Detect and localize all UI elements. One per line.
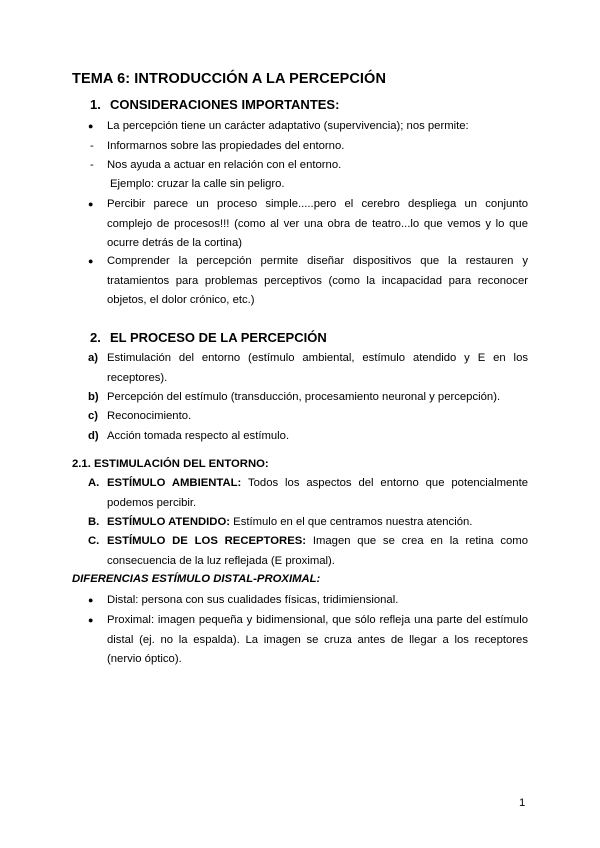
bullet-marker: ●: [88, 121, 94, 131]
item-text: Todos los aspectos del entorno que potencialmente podemos percibir.: [107, 477, 528, 509]
item-text: Estímulo en el que centramos nuestra atención.: [233, 516, 473, 528]
section-1-bullet-2: Percibir parece un proceso simple.....pero el cerebro despliega un conjunto complejo de procesos!!! (como al ver una obra de teatro...lo que vemos y lo que ocurre detrás de la cortina): [107, 198, 528, 249]
list-letter: B.: [88, 516, 100, 528]
list-letter: a): [88, 352, 99, 364]
document-title: TEMA 6: INTRODUCCIÓN A LA PERCEPCIÓN: [72, 71, 387, 87]
list-letter: c): [88, 410, 99, 422]
subsection-2-1-heading: 2.1. ESTIMULACIÓN DEL ENTORNO:: [72, 458, 269, 470]
bullet-marker: ●: [88, 595, 94, 605]
section-1-dash-2: Nos ayuda a actuar en relación con el entorno.: [107, 159, 342, 171]
item-term: ESTÍMULO AMBIENTAL:: [107, 477, 242, 489]
differences-heading: DIFERENCIAS ESTÍMULO DISTAL-PROXIMAL:: [72, 573, 321, 585]
section-2-title: EL PROCESO DE LA PERCEPCIÓN: [110, 330, 327, 345]
item-term: ESTÍMULO DE LOS RECEPTORES:: [107, 535, 307, 547]
list-letter: A.: [88, 477, 100, 489]
section-1-dash-1: Informarnos sobre las propiedades del entorno.: [107, 140, 345, 152]
differences-bullet-2: Proximal: imagen pequeña y bidimensional, que sólo refleja una parte del estímulo distal (ej. no la espalda). La imagen se cruza antes de llegar a los receptores (nervio óptico).: [107, 614, 528, 665]
section-1-bullet-1: La percepción tiene un carácter adaptativo (supervivencia); nos permite:: [107, 120, 469, 132]
section-2-number: 2.: [90, 330, 101, 345]
section-2-item-d: Acción tomada respecto al estímulo.: [107, 430, 290, 442]
section-2-item-b: Percepción del estímulo (transducción, procesamiento neuronal y percepción).: [107, 391, 501, 403]
item-text: Imagen que se crea en la retina como consecuencia de la luz reflejada (E proximal).: [107, 535, 528, 567]
list-letter: C.: [88, 535, 100, 547]
page-number: 1: [519, 797, 526, 809]
bullet-marker: ●: [88, 615, 94, 625]
section-2-item-a: Estimulación del entorno (estímulo ambiental, estímulo atendido y E en los receptores).: [107, 352, 528, 384]
section-2-item-c: Reconocimiento.: [107, 410, 192, 422]
section-1-bullet-3: Comprender la percepción permite diseñar dispositivos que la restauren y tratamientos para problemas perceptivos (como la incapacidad para reconocer objetos, el dolor crónico, etc.): [107, 255, 528, 306]
dash-marker: -: [90, 159, 94, 171]
section-1-example: Ejemplo: cruzar la calle sin peligro.: [110, 178, 285, 190]
dash-marker: -: [90, 140, 94, 152]
section-2-heading: [90, 330, 327, 345]
bullet-marker: ●: [88, 199, 94, 209]
list-letter: d): [88, 430, 99, 442]
section-2-1-item-b: [107, 516, 472, 529]
bullet-marker: ●: [88, 256, 94, 266]
section-2-1-item-a: [107, 474, 528, 513]
section-2-1-item-c: [107, 532, 528, 571]
section-1-title: CONSIDERACIONES IMPORTANTES:: [110, 97, 340, 112]
differences-bullet-1: Distal: persona con sus cualidades físicas, tridimiensional.: [107, 594, 399, 606]
list-letter: b): [88, 391, 99, 403]
section-1-number: 1.: [90, 97, 101, 112]
section-1-heading: [90, 97, 339, 112]
item-term: ESTÍMULO ATENDIDO:: [107, 516, 231, 528]
